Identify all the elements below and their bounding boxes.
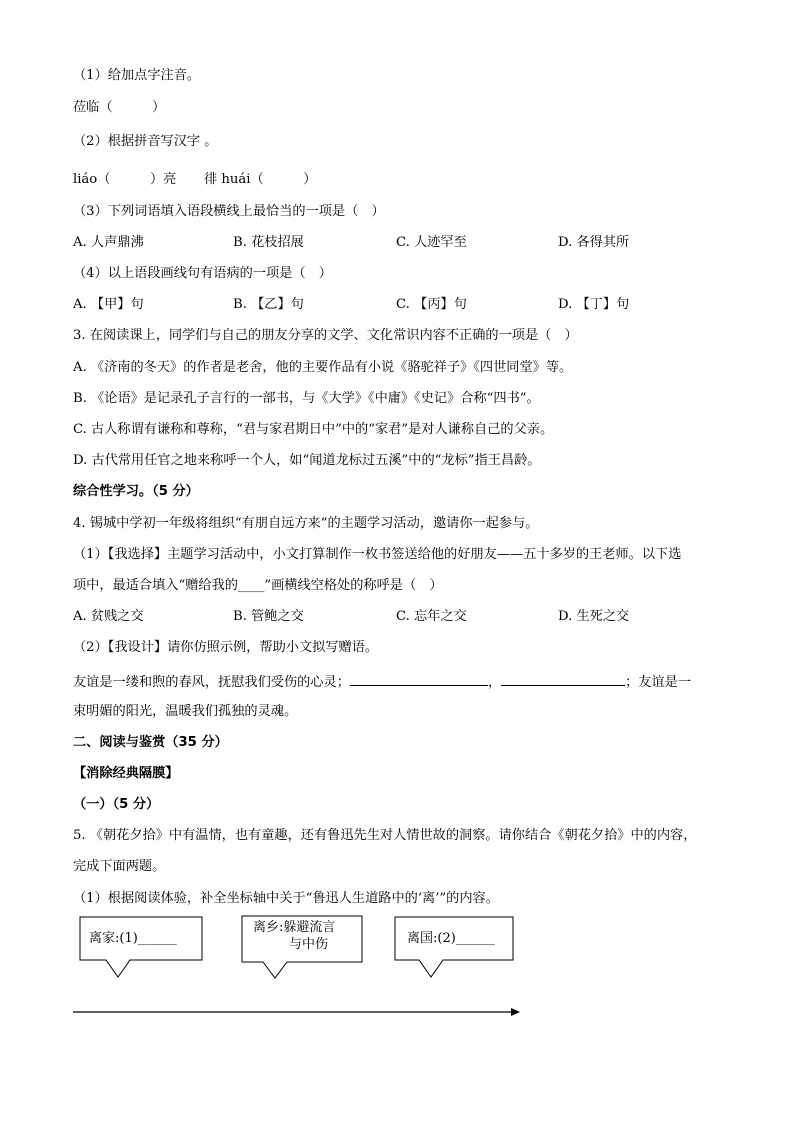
timeline-arrow-icon: [511, 1008, 520, 1016]
q4-sub1-option-b: B. 管鲍之交: [233, 609, 304, 624]
q4-sub1-option-c: C. 忘年之交: [396, 609, 467, 624]
q2-sub3-option-a: A. 人声鼎沸: [73, 235, 144, 250]
box-leave-hometown-text-2: 与中伤: [289, 937, 329, 952]
callout-box-leave-home: [80, 917, 202, 977]
q5-sub1-prompt: （1）根据阅读体验，补全坐标轴中关于“鲁迅人生道路中的‘离’”的内容。: [73, 891, 499, 906]
q4-stem: 4. 锡城中学初一年级将组织“有朋自远方来”的主题学习活动，邀请你一起参与。: [73, 516, 539, 531]
q2-sub1-item: 莅临（ ）: [73, 100, 166, 115]
box-leave-hometown-text-1: 离乡:躲避流言: [253, 920, 336, 935]
box-leave-home-text: 离家:(1)______: [89, 931, 177, 946]
q4-sub1-option-a: A. 贫贱之交: [73, 609, 144, 624]
q4-sub2-example: 友谊是一缕和煦的春风，抚慰我们受伤的心灵；: [73, 675, 350, 690]
section-reading-heading: 二、阅读与鉴赏（35 分）: [73, 735, 228, 750]
q3-option-a: A. 《济南的冬天》的作者是老舍，他的主要作品有小说《骆驼祥子》《四世同堂》等。: [73, 360, 573, 375]
q2-sub3-option-d: D. 各得其所: [558, 235, 630, 250]
q2-sub3-option-c: C. 人迹罕至: [396, 235, 467, 250]
q3-option-d: D. 古代常用任官之地来称呼一个人，如“闻道龙标过五溪”中的“龙标”指王昌龄。: [73, 453, 541, 468]
q2-sub2-prompt: （2）根据拼音写汉字 。: [73, 134, 218, 149]
q2-sub2-item-b: 徘 huái（ ）: [204, 172, 317, 187]
q4-sub1-option-d: D. 生死之交: [558, 609, 630, 624]
q2-sub3-prompt: （3）下列词语填入语段横线上最恰当的一项是（ ）: [73, 204, 385, 219]
q4-sub1-line1: （1）【我选择】主题学习活动中，小文打算制作一枚书签送给他的好朋友——五十多岁的王老师。以下选: [73, 547, 682, 562]
q5-stem-line1: 5. 《朝花夕拾》中有温情，也有童趣，还有鲁迅先生对人情世故的洞察。请你结合《朝花夕拾》中的内容，: [73, 828, 697, 843]
q4-sub2-line2: 束明媚的阳光，温暖我们孤独的灵魂。: [73, 704, 298, 719]
q2-sub4-option-a: A. 【甲】句: [73, 297, 144, 312]
q2-sub2-item-a: liáo（ ）亮: [73, 172, 177, 187]
callout-box-leave-country: [395, 917, 513, 977]
q2-sub4-option-d: D. 【丁】句: [558, 297, 630, 312]
q3-stem: 3. 在阅读课上，同学们与自己的朋友分享的文学、文化常识内容不正确的一项是（ ）: [73, 328, 578, 343]
section-classic-heading: 【消除经典隔膜】: [73, 766, 179, 781]
q3-option-c: C. 古人称谓有谦称和尊称，“君与家君期日中”中的“家君”是对人谦称自己的父亲。: [73, 422, 554, 437]
box-leave-country-text: 离国:(2)______: [407, 931, 495, 946]
q2-sub1-prompt: （1）给加点字注音。: [73, 68, 201, 83]
q4-sub1-line2: 项中，最适合填入“赠给我的____”画横线空格处的称呼是（ ）: [73, 578, 443, 593]
q5-stem-line2: 完成下面两题。: [73, 859, 166, 874]
q2-sub4-option-b: B. 【乙】句: [233, 297, 304, 312]
q2-sub4-prompt: （4）以上语段画线句有语病的一项是（ ）: [73, 266, 332, 281]
q4-sub2-prompt: （2）【我设计】请你仿照示例，帮助小文拟写赠语。: [73, 640, 379, 655]
q4-sub2-tail: ；友谊是一: [625, 675, 692, 690]
q2-sub3-option-b: B. 花枝招展: [233, 235, 304, 250]
q3-option-b: B. 《论语》是记录孔子言行的一部书，与《大学》《中庸》《史记》合称“四书”。: [73, 391, 540, 406]
part-one-heading: （一）（5 分）: [73, 797, 160, 812]
section-integrated-heading: 综合性学习。（5 分）: [73, 484, 199, 499]
q4-sub2-comma: ，: [487, 675, 502, 690]
q2-sub4-option-c: C. 【丙】句: [396, 297, 467, 312]
